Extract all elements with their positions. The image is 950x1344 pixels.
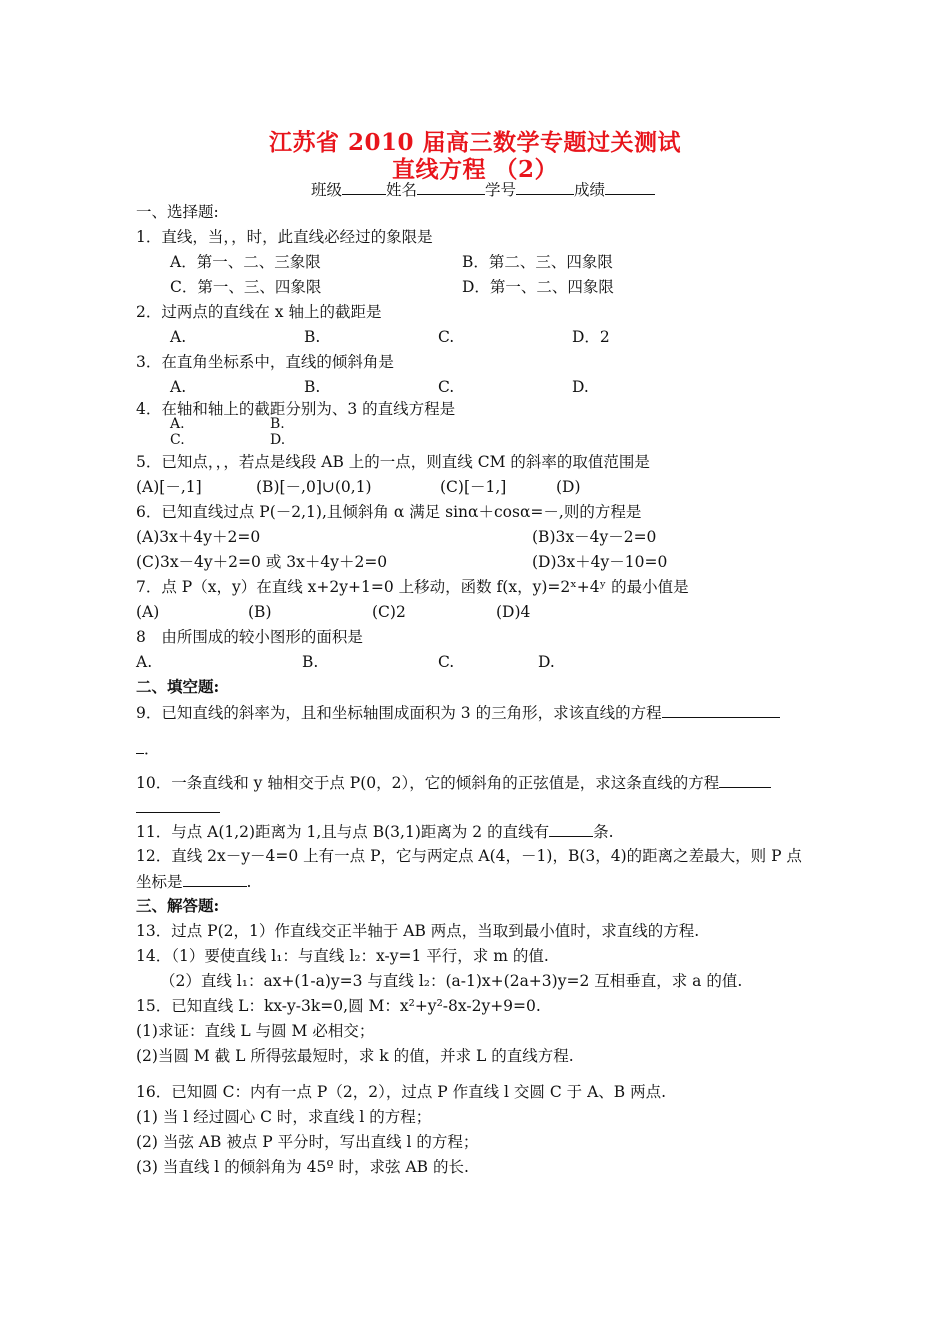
q9-text: 9．已知直线的斜率为，且和坐标轴围成面积为 3 的三角形，求该直线的方程 bbox=[136, 704, 662, 722]
q12-answer-blank[interactable] bbox=[183, 871, 247, 887]
q16-line4: (3) 当直线 l 的倾斜角为 45º 时，求弦 AB 的长. bbox=[136, 1158, 469, 1176]
q5-option-b: (B)[－,0]∪(0,1) bbox=[256, 478, 372, 496]
section-heading-fill: 二、填空题: bbox=[136, 677, 220, 696]
score-blank[interactable] bbox=[605, 180, 655, 195]
q12-line2 bbox=[136, 871, 251, 892]
q9-answer-blank[interactable] bbox=[662, 702, 780, 718]
q10-line1 bbox=[136, 772, 771, 793]
q11-line bbox=[136, 821, 614, 842]
q4-option-c: C. bbox=[170, 432, 185, 448]
q7-option-b: (B) bbox=[248, 603, 272, 621]
id-label: 学号 bbox=[485, 181, 517, 199]
q3-option-b: B. bbox=[304, 378, 321, 396]
q9-tail: ． bbox=[144, 740, 160, 758]
q10-text: 10．一条直线和 y 轴相交于点 P(0，2），它的倾斜角的正弦值是，求这条直线的方程 bbox=[136, 774, 720, 792]
section-heading-choice: 一、选择题: bbox=[136, 203, 219, 221]
q3-stem: 3．在直角坐标系中，直线的倾斜角是 bbox=[136, 353, 394, 371]
class-blank[interactable] bbox=[342, 180, 386, 195]
q2-stem: 2．过两点的直线在 x 轴上的截距是 bbox=[136, 303, 382, 321]
q14-line2: （2）直线 l₁：ax+(1-a)y=3 与直线 l₂：(a-1)x+(2a+3)y=2 互相垂直，求 a 的值. bbox=[160, 972, 743, 990]
q7-option-c: (C)2 bbox=[372, 603, 406, 621]
score-label: 成绩 bbox=[574, 181, 606, 199]
student-info-line bbox=[311, 178, 655, 200]
q7-stem: 7．点 P（x，y）在直线 x+2y+1=0 上移动，函数 f(x，y)=2ˣ+4ʸ 的最小值是 bbox=[136, 578, 689, 596]
q5-option-c: (C)[－1,] bbox=[440, 478, 507, 496]
q12-line1: 12．直线 2x－y－4=0 上有一点 P，它与两定点 A(4，－1)，B(3，4)的距离之差最大，则 P 点 bbox=[136, 847, 802, 865]
document-title: 江苏省 2010 届高三数学专题过关测试 bbox=[268, 129, 682, 156]
q3-option-c: C. bbox=[438, 378, 455, 396]
q3-option-a: A. bbox=[170, 378, 187, 396]
q4-option-a: A. bbox=[170, 416, 185, 432]
q9-line1 bbox=[136, 702, 780, 723]
q8-option-a: A. bbox=[136, 653, 153, 671]
q2-option-b: B. bbox=[304, 328, 321, 346]
q2-option-c: C. bbox=[438, 328, 455, 346]
id-blank[interactable] bbox=[516, 180, 574, 195]
q16-line1: 16．已知圆 C：内有一点 P（2，2），过点 P 作直线 l 交圆 C 于 A、B 两点. bbox=[136, 1083, 667, 1101]
q10-answer-blank[interactable] bbox=[719, 772, 771, 788]
q6-option-a: (A)3x＋4y＋2=0 bbox=[136, 528, 261, 546]
name-blank[interactable] bbox=[417, 180, 485, 195]
q1-option-c: C．第一、三、四象限 bbox=[170, 278, 322, 296]
q1-option-b: B．第二、三、四象限 bbox=[462, 253, 613, 271]
q1-option-d: D．第一、二、四象限 bbox=[462, 278, 614, 296]
q5-stem: 5．已知点，，，若点是线段 AB 上的一点，则直线 CM 的斜率的取值范围是 bbox=[136, 453, 650, 471]
q15-line1: 15．已知直线 L：kx-y-3k=0,圆 M：x²+y²-8x-2y+9=0. bbox=[136, 997, 541, 1015]
q12-tail: . bbox=[246, 873, 252, 891]
q10-line2 bbox=[136, 797, 220, 818]
q8-option-d: D. bbox=[538, 653, 555, 671]
q1-option-a: A．第一、二、三象限 bbox=[170, 253, 321, 271]
q5-option-a: (A)[－,1] bbox=[136, 478, 202, 496]
q4-stem: 4．在轴和轴上的截距分别为、3 的直线方程是 bbox=[136, 400, 456, 418]
q6-option-d: (D)3x＋4y－10=0 bbox=[532, 553, 668, 571]
q14-line1: 14．（1）要使直线 l₁：与直线 l₂：x-y=1 平行，求 m 的值. bbox=[136, 947, 549, 965]
q5-option-d: (D) bbox=[556, 478, 581, 496]
q15-line3: (2)当圆 M 截 L 所得弦最短时，求 k 的值，并求 L 的直线方程. bbox=[136, 1047, 574, 1065]
q4-option-b: B. bbox=[270, 416, 285, 432]
q8-option-b: B. bbox=[302, 653, 319, 671]
q11-answer-blank[interactable] bbox=[549, 821, 593, 837]
section-heading-solve: 三、解答题: bbox=[136, 896, 220, 915]
q10-answer-blank-cont[interactable] bbox=[136, 797, 220, 813]
q3-option-d: D. bbox=[572, 378, 589, 396]
q1-stem: 1．直线，当，，时，此直线必经过的象限是 bbox=[136, 228, 433, 246]
q12-text: 坐标是 bbox=[136, 873, 183, 891]
q6-option-b: (B)3x－4y－2=0 bbox=[532, 528, 657, 546]
q9-line2 bbox=[136, 738, 160, 759]
document-subtitle: 直线方程 （2） bbox=[391, 156, 558, 183]
q2-option-a: A. bbox=[170, 328, 187, 346]
q6-stem: 6．已知直线过点 P(－2,1),且倾斜角 α 满足 sinα＋cosα=－,则的方程是 bbox=[136, 503, 642, 521]
q13-line: 13．过点 P(2，1）作直线交正半轴于 AB 两点，当取到最小值时，求直线的方程. bbox=[136, 922, 700, 940]
class-label: 班级 bbox=[311, 181, 343, 199]
q9-answer-blank-cont[interactable] bbox=[136, 738, 144, 754]
q11-text: 11．与点 A(1,2)距离为 1,且与点 B(3,1)距离为 2 的直线有 bbox=[136, 823, 550, 841]
q6-option-c: (C)3x－4y＋2=0 或 3x＋4y＋2=0 bbox=[136, 553, 388, 571]
q8-option-c: C. bbox=[438, 653, 455, 671]
q2-option-d: D．2 bbox=[572, 328, 610, 346]
q11-tail: 条. bbox=[593, 823, 614, 841]
q7-option-a: (A) bbox=[136, 603, 160, 621]
name-label: 姓名 bbox=[386, 181, 418, 199]
q8-stem: 8 由所围成的较小图形的面积是 bbox=[136, 628, 363, 646]
q4-option-d: D. bbox=[270, 432, 286, 448]
q16-line3: (2) 当弦 AB 被点 P 平分时，写出直线 l 的方程； bbox=[136, 1133, 479, 1151]
q15-line2: (1)求证：直线 L 与圆 M 必相交； bbox=[136, 1022, 375, 1040]
q7-option-d: (D)4 bbox=[496, 603, 531, 621]
q16-line2: (1) 当 l 经过圆心 C 时，求直线 l 的方程； bbox=[136, 1108, 432, 1126]
